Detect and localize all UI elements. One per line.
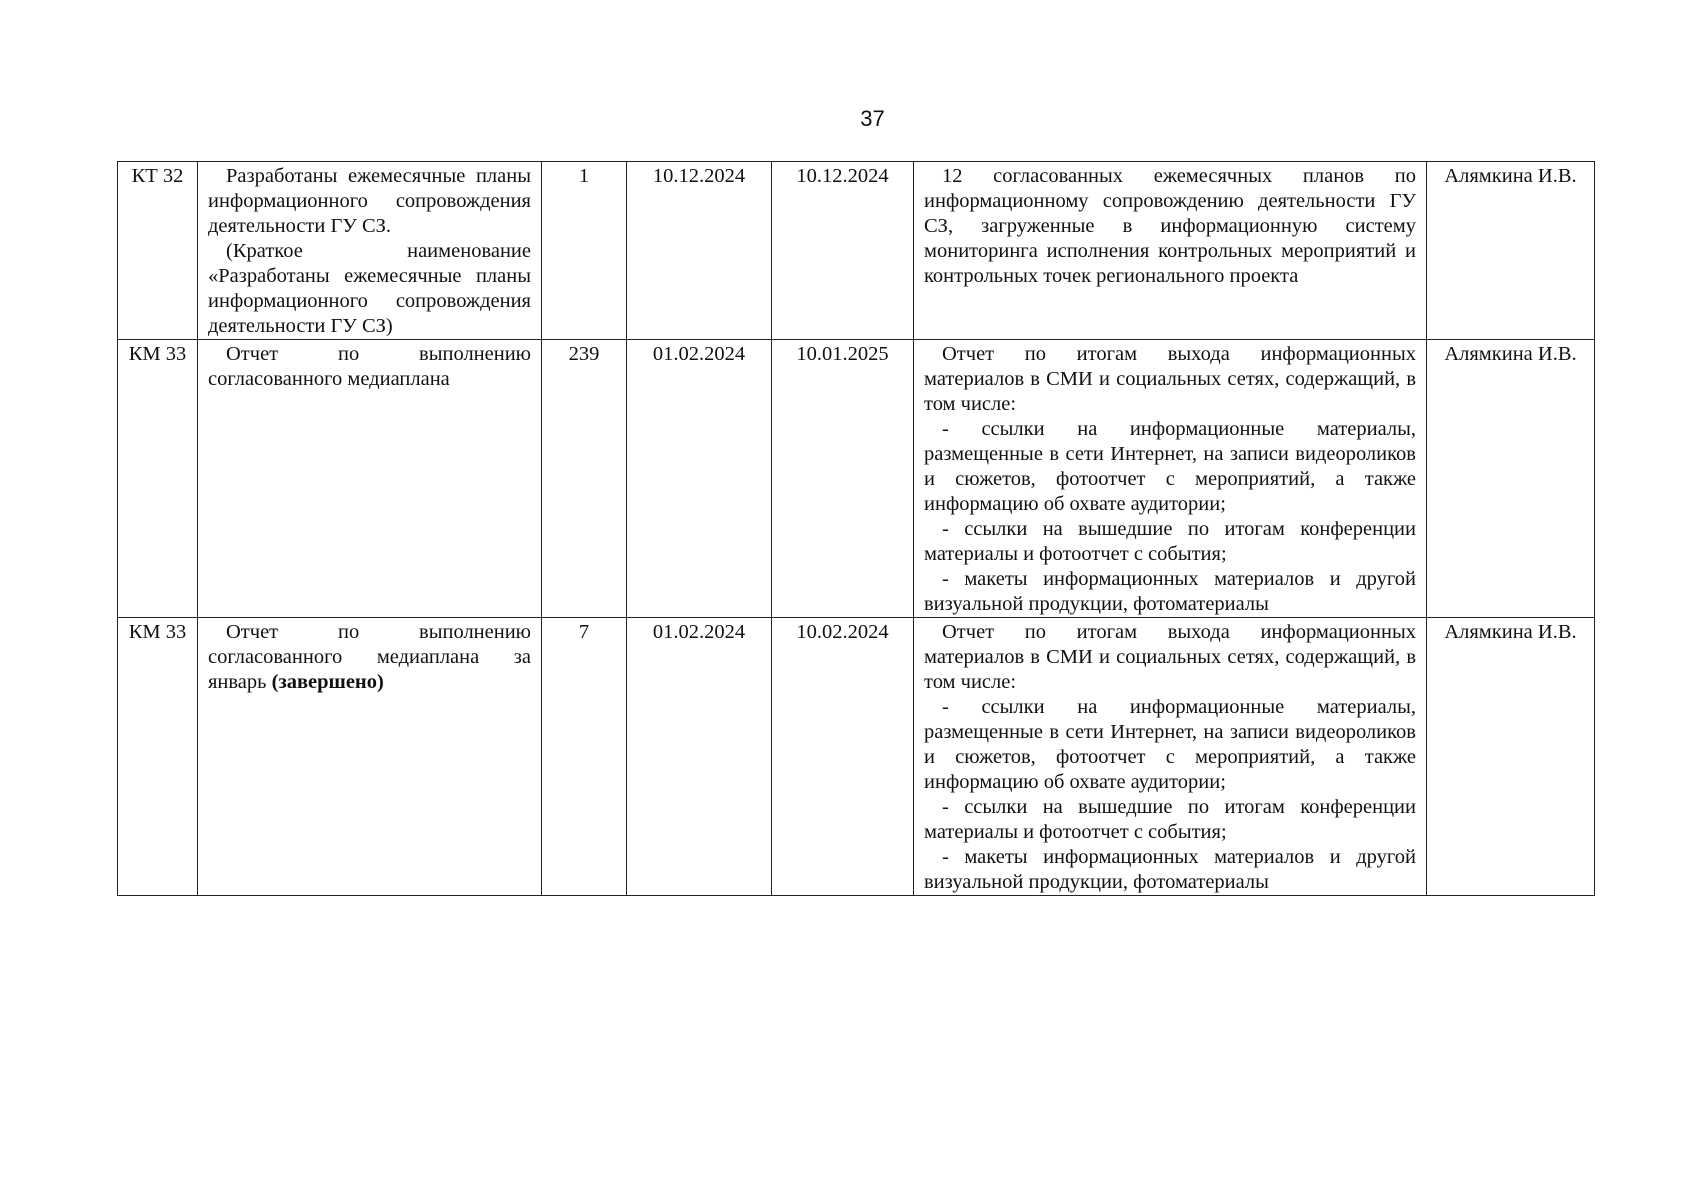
page-number: 37 xyxy=(860,106,885,131)
result-paragraph: Отчет по итогам выхода информационных материалов в СМИ и социальных сетях, содержащий, в том числе: xyxy=(924,621,1416,693)
count-text: 1 xyxy=(578,165,590,187)
cell-name xyxy=(198,340,542,618)
code-text: КТ 32 xyxy=(131,165,184,187)
cell-start-date xyxy=(627,340,772,618)
control-points-table xyxy=(117,161,1595,896)
result-paragraph: - ссылки на информационные материалы, размещенные в сети Интернет, на записи видеороликов и сюжетов, фотоотчет с мероприятий, а также информацию об охвате аудитории; xyxy=(924,418,1416,515)
cell-result xyxy=(914,340,1427,618)
result-paragraph: - ссылки на вышедшие по итогам конференции материалы и фотоотчет с события; xyxy=(924,796,1416,843)
count-text: 7 xyxy=(578,621,590,643)
cell-responsible xyxy=(1427,340,1595,618)
name-paragraph xyxy=(208,620,531,695)
result-paragraph: Отчет по итогам выхода информационных материалов в СМИ и социальных сетях, содержащий, в том числе: xyxy=(924,343,1416,415)
cell-start-date xyxy=(627,162,772,340)
end-date-text: 10.12.2024 xyxy=(796,165,889,187)
cell-end-date xyxy=(772,618,914,896)
cell-code xyxy=(118,340,198,618)
table-row xyxy=(118,340,1595,618)
cell-count xyxy=(542,340,627,618)
cell-code xyxy=(118,162,198,340)
cell-count xyxy=(542,618,627,896)
cell-code xyxy=(118,618,198,896)
cell-responsible xyxy=(1427,618,1595,896)
name-paragraph: Разработаны ежемесячные планы информационного сопровождения деятельности ГУ СЗ. xyxy=(208,165,531,237)
cell-end-date xyxy=(772,162,914,340)
cell-count xyxy=(542,162,627,340)
start-date-text: 01.02.2024 xyxy=(652,343,746,365)
name-text: Отчет по выполнению согласованного медиаплана за январь xyxy=(208,621,531,693)
start-date-text: 01.02.2024 xyxy=(652,621,746,643)
start-date-text: 10.12.2024 xyxy=(652,165,746,187)
responsible-text: Алямкина И.В. xyxy=(1444,165,1577,187)
cell-responsible xyxy=(1427,162,1595,340)
cell-name xyxy=(198,162,542,340)
code-text: КМ 33 xyxy=(128,343,187,365)
result-paragraph: - макеты информационных материалов и другой визуальной продукции, фотоматериалы xyxy=(924,846,1416,893)
cell-result xyxy=(914,618,1427,896)
name-paragraph: Отчет по выполнению согласованного медиаплана xyxy=(208,343,531,390)
responsible-text: Алямкина И.В. xyxy=(1444,343,1577,365)
cell-start-date xyxy=(627,618,772,896)
code-text: КМ 33 xyxy=(128,621,187,643)
cell-name xyxy=(198,618,542,896)
result-paragraph: - макеты информационных материалов и другой визуальной продукции, фотоматериалы xyxy=(924,568,1416,615)
name-paragraph: (Краткое наименование «Разработаны ежемесячные планы информационного сопровождения деятельности ГУ СЗ) xyxy=(208,240,531,337)
cell-result xyxy=(914,162,1427,340)
end-date-text: 10.02.2024 xyxy=(796,621,889,643)
table-row xyxy=(118,618,1595,896)
result-paragraph: 12 согласованных ежемесячных планов по информационному сопровождению деятельности ГУ СЗ, загруженные в информационную систему мониторинга исполнения контрольных мероприятий и контрольных точек регионального проекта xyxy=(924,165,1416,287)
table-row xyxy=(118,162,1595,340)
responsible-text: Алямкина И.В. xyxy=(1444,621,1577,643)
status-label: (завершено) xyxy=(271,671,384,693)
count-text: 239 xyxy=(568,343,600,365)
result-paragraph: - ссылки на информационные материалы, размещенные в сети Интернет, на записи видеороликов и сюжетов, фотоотчет с мероприятий, а также информацию об охвате аудитории; xyxy=(924,696,1416,793)
end-date-text: 10.01.2025 xyxy=(796,343,889,365)
result-paragraph: - ссылки на вышедшие по итогам конференции материалы и фотоотчет с события; xyxy=(924,518,1416,565)
cell-end-date xyxy=(772,340,914,618)
